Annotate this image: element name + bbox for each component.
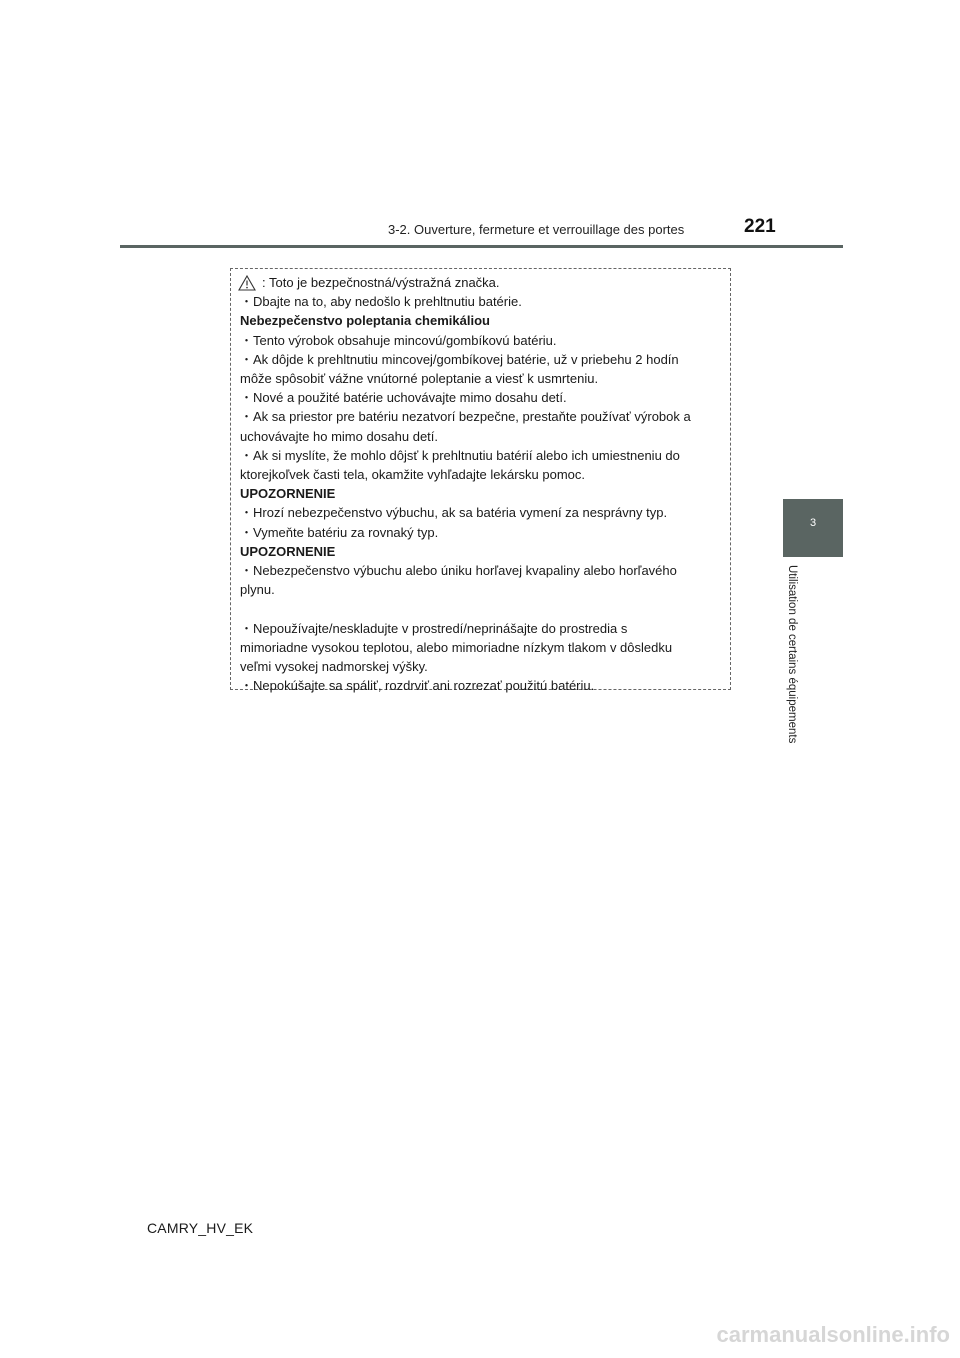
warning-symbol-caption: : Toto je bezpečnostná/výstražná značka.	[262, 275, 500, 290]
chapter-title: Utilisation de certains équipements	[786, 565, 798, 744]
warning-line: ・Nové a použité batérie uchovávajte mimo dosahu detí.	[240, 390, 567, 406]
warning-symbol-row	[240, 273, 730, 292]
warning-line: plynu.	[240, 582, 275, 598]
warning-line: ・Dbajte na to, aby nedošlo k prehltnutiu batérie.	[240, 294, 522, 310]
warning-line: uchovávajte ho mimo dosahu detí.	[240, 428, 439, 444]
warning-triangle-icon	[238, 275, 256, 291]
warning-line: môže spôsobiť vážne vnútorné poleptanie a viesť k usmrteniu.	[240, 371, 599, 387]
warning-line: ・Vymeňte batériu za rovnaký typ.	[240, 524, 439, 540]
warning-line: ・Nepoužívajte/neskladujte v prostredí/neprinášajte do prostredia s	[240, 620, 628, 636]
header-divider	[120, 245, 843, 248]
warning-line	[240, 599, 730, 618]
chapter-number: 3	[809, 517, 817, 529]
warning-line: ktorejkoľvek časti tela, okamžite vyhľadajte lekársku pomoc.	[240, 467, 586, 483]
warning-line: ・Ak si myslíte, že mohlo dôjsť k prehltnutiu batérií alebo ich umiestneniu do	[240, 447, 680, 463]
warning-text-lines	[240, 292, 730, 695]
page-number: 221	[744, 216, 776, 237]
section-title: 3-2. Ouverture, fermeture et verrouillage des portes	[388, 222, 685, 237]
warning-line: ・Ak sa priestor pre batériu nezatvorí bezpečne, prestaňte používať výrobok a	[240, 409, 691, 425]
warning-line: ・Ak dôjde k prehltnutiu mincovej/gombíkovej batérie, už v priebehu 2 hodín	[240, 351, 679, 367]
model-code: CAMRY_HV_EK	[147, 1220, 254, 1236]
chapter-tab	[783, 499, 843, 557]
warning-line: ・Hrozí nebezpečenstvo výbuchu, ak sa batéria vymení za nesprávny typ.	[240, 505, 668, 521]
warning-heading: Nebezpečenstvo poleptania chemikáliou	[240, 313, 490, 329]
warning-line: veľmi vysokej nadmorskej výšky.	[240, 659, 428, 675]
warning-box	[230, 268, 731, 694]
watermark: carmanualsonline.info	[716, 1322, 950, 1347]
warning-heading: UPOZORNENIE	[240, 486, 336, 502]
warning-heading: UPOZORNENIE	[240, 543, 336, 559]
warning-line: ・Nebezpečenstvo výbuchu alebo úniku horľavej kvapaliny alebo horľavého	[240, 563, 677, 579]
warning-line: ・Tento výrobok obsahuje mincovú/gombíkovú batériu.	[240, 332, 557, 348]
warning-line: mimoriadne vysokou teplotou, alebo mimoriadne nízkym tlakom v dôsledku	[240, 639, 673, 655]
warning-line: ・Nepokúšajte sa spáliť, rozdrviť ani rozrezať použitú batériu.	[240, 678, 595, 694]
